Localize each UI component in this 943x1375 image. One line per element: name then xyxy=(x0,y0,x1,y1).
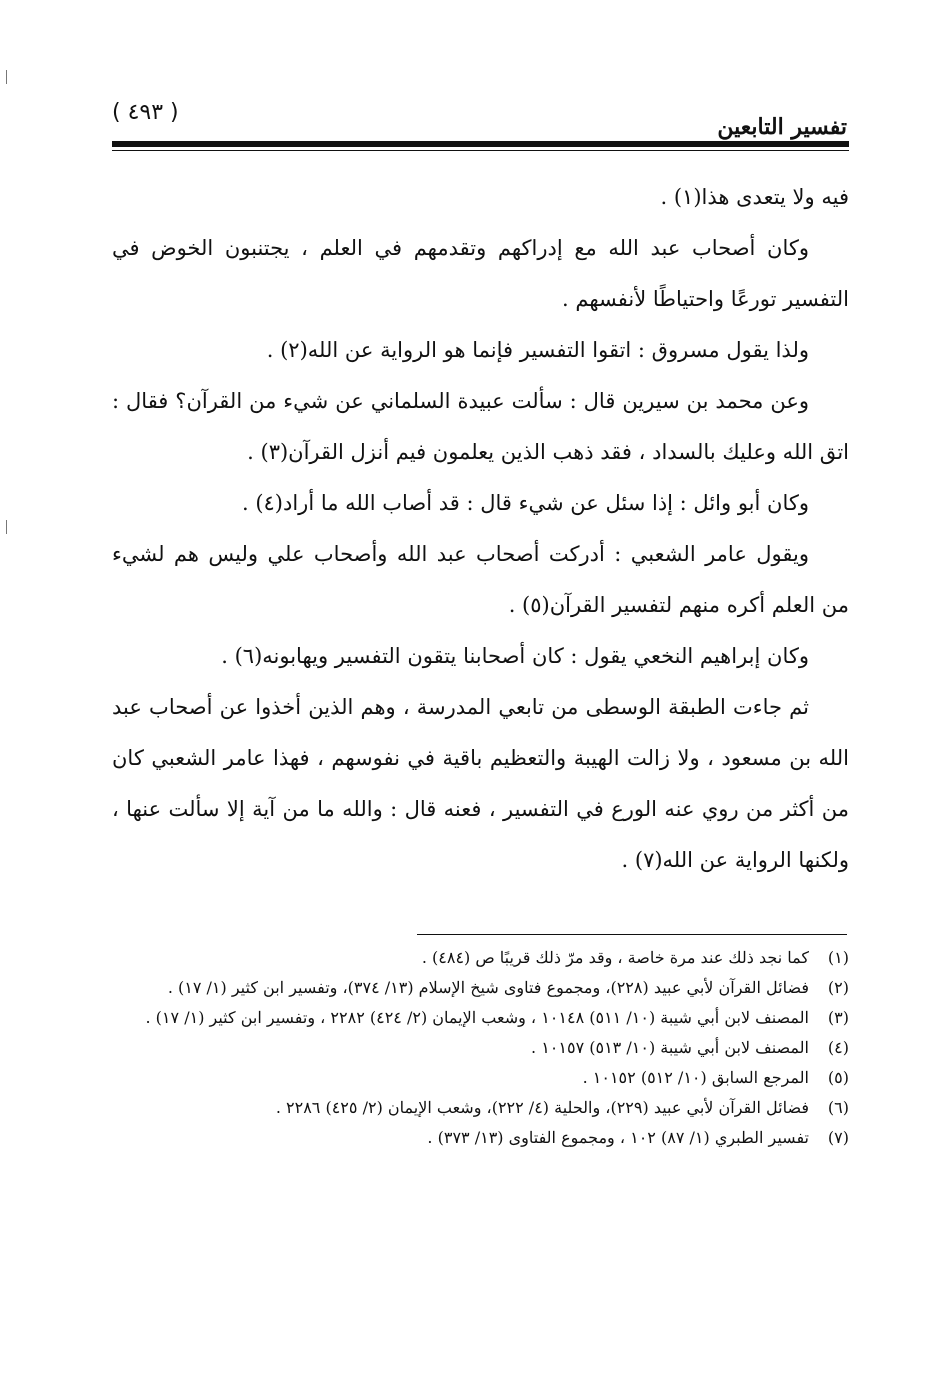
footnote-text: المصنف لابن أبي شيبة (١٠/ ٥١١) ١٠١٤٨ ، وشعب الإيمان (٢/ ٤٢٤) ٢٢٨٢ ، وتفسير ابن كثير (١/ ١٧) . xyxy=(145,1008,809,1027)
paragraph-6: ويقول عامر الشعبي : أدركت أصحاب عبد الله وأصحاب علي وليس هم لشيء من العلم أكره منهم لتفسير القرآن(٥) . xyxy=(112,542,849,617)
footnote-number: (٦) xyxy=(827,1098,849,1117)
header-rule-thin xyxy=(112,150,849,151)
paragraph-2: وكان أصحاب عبد الله مع إدراكهم وتقدمهم في العلم ، يجتنبون الخوض في التفسير تورعًا واحتياطًا لأنفسهم . xyxy=(112,236,849,311)
scan-margin-mark xyxy=(6,520,7,534)
paragraph-4: وعن محمد بن سيرين قال : سألت عبيدة السلماني عن شيء من القرآن؟ فقال : اتق الله وعليك بالسداد ، فقد ذهب الذين يعلمون فيم أنزل القرآن(٣) . xyxy=(112,389,849,464)
footnote-text: فضائل القرآن لأبي عبيد (٢٢٩)، والحلية (٤/ ٢٢٢)، وشعب الإيمان (٢/ ٤٢٥) ٢٢٨٦ . xyxy=(275,1098,809,1117)
footnote-number: (٧) xyxy=(827,1128,849,1147)
footnote-text: كما نجد ذلك عند مرة خاصة ، وقد مرّ ذلك قريبًا ص (٤٨٤) . xyxy=(421,948,809,967)
footnote-text: فضائل القرآن لأبي عبيد (٢٢٨)، ومجموع فتاوى شيخ الإسلام (١٣/ ٣٧٤)، وتفسير ابن كثير (١/ ١٧) . xyxy=(167,978,809,997)
footnote-text: المرجع السابق (١٠/ ٥١٢) ١٠١٥٢ . xyxy=(582,1068,809,1087)
header-rule xyxy=(112,141,849,147)
footnote-7 xyxy=(112,1123,849,1153)
page-number: ( ٤٩٣ ) xyxy=(112,100,179,125)
paragraph-7: وكان إبراهيم النخعي يقول : كان أصحابنا يتقون التفسير ويهابونه(٦) . xyxy=(221,644,809,668)
footnote-number: (٣) xyxy=(827,1008,849,1027)
paragraph-3: ولذا يقول مسروق : اتقوا التفسير فإنما هو الرواية عن الله(٢) . xyxy=(266,338,809,362)
paragraph-5: وكان أبو وائل : إذا سئل عن شيء قال : قد أصاب الله ما أراد(٤) . xyxy=(241,491,809,515)
footnote-number: (٤) xyxy=(827,1038,849,1057)
footnote-text: تفسير الطبري (١/ ٨٧) ١٠٢ ، ومجموع الفتاوى (١٣/ ٣٧٣) . xyxy=(427,1128,809,1147)
footnote-4 xyxy=(112,1033,849,1063)
footnote-2 xyxy=(112,973,849,1003)
footnote-5 xyxy=(112,1063,849,1093)
footnote-text: المصنف لابن أبي شيبة (١٠/ ٥١٣) ١٠١٥٧ . xyxy=(531,1038,809,1057)
footnote-number: (٥) xyxy=(827,1068,849,1087)
footnote-3 xyxy=(112,1003,849,1033)
body-text xyxy=(112,172,849,886)
footnotes xyxy=(112,943,849,1153)
footnote-1 xyxy=(112,943,849,973)
footnote-6 xyxy=(112,1093,849,1123)
footnote-rule xyxy=(417,934,847,935)
scan-margin-mark xyxy=(6,70,7,84)
paragraph-1: فيه ولا يتعدى هذا(١) . xyxy=(660,185,849,209)
running-title: تفسير التابعين xyxy=(717,114,847,140)
paragraph-8: ثم جاءت الطبقة الوسطى من تابعي المدرسة ، وهم الذين أخذوا عن أصحاب عبد الله بن مسعود ، ولا زالت الهيبة والتعظيم باقية في نفوسهم ، فهذا عامر الشعبي كان من أكثر من روي عنه الورع في التفسير ، فعنه قال : والله ما من آية إلا سألت عنها ، ولكنها الرواية عن الله(٧) . xyxy=(112,695,849,872)
footnote-number: (٢) xyxy=(827,978,849,997)
footnote-number: (١) xyxy=(827,948,849,967)
